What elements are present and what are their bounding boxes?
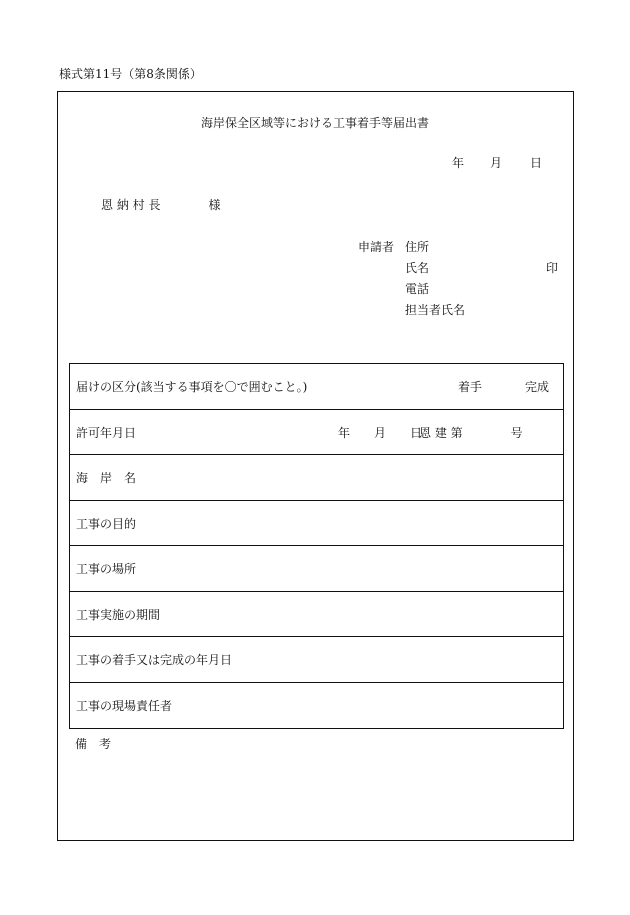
option-start: 着手 xyxy=(458,380,483,394)
row-label: 工事の着手又は完成の年月日 xyxy=(76,653,233,667)
seal-mark: 印 xyxy=(546,261,559,275)
permit-number-value: 恩 建 第 号 xyxy=(419,425,523,440)
date-month: 月 xyxy=(490,156,503,170)
date-day: 日 xyxy=(530,156,543,170)
table-row-location xyxy=(70,546,563,592)
permit-date-value: 年 月 日 xyxy=(338,425,423,440)
table-row-period xyxy=(70,592,563,638)
option-complete: 完成 xyxy=(525,380,550,394)
row-label: 工事実施の期間 xyxy=(76,607,161,622)
table-row-coast-name xyxy=(70,455,563,501)
date-year: 年 xyxy=(452,156,465,170)
table-row-purpose xyxy=(70,501,563,547)
date-line xyxy=(452,156,542,170)
document-title: 海岸保全区域等における工事着手等届出書 xyxy=(200,116,429,130)
applicant-name-label: 氏名 xyxy=(405,261,430,275)
remarks-label: 備 考 xyxy=(75,737,112,751)
row-label: 工事の目的 xyxy=(76,516,137,531)
form-number-label: 様式第11号（第8条関係） xyxy=(59,67,202,81)
applicant-label: 申請者 xyxy=(358,240,395,254)
row-label: 海 岸 名 xyxy=(76,471,137,485)
table-row-notification-type xyxy=(70,364,563,410)
applicant-address-label: 住所 xyxy=(405,240,430,254)
applicant-phone-label: 電話 xyxy=(405,282,430,296)
table-row-start-complete-date xyxy=(70,637,563,683)
row-label: 工事の現場責任者 xyxy=(76,698,173,713)
notification-table xyxy=(69,363,564,729)
row-label: 工事の場所 xyxy=(76,562,137,576)
applicant-contact-label: 担当者氏名 xyxy=(405,303,466,317)
table-row-permit-date xyxy=(70,410,563,456)
row-label: 許可年月日 xyxy=(76,425,137,440)
row-label: 届けの区分(該当する事項を〇で囲むこと。) xyxy=(76,380,308,394)
table-row-site-manager xyxy=(70,683,563,728)
addressee: 恩 納 村 長 様 xyxy=(101,198,221,212)
